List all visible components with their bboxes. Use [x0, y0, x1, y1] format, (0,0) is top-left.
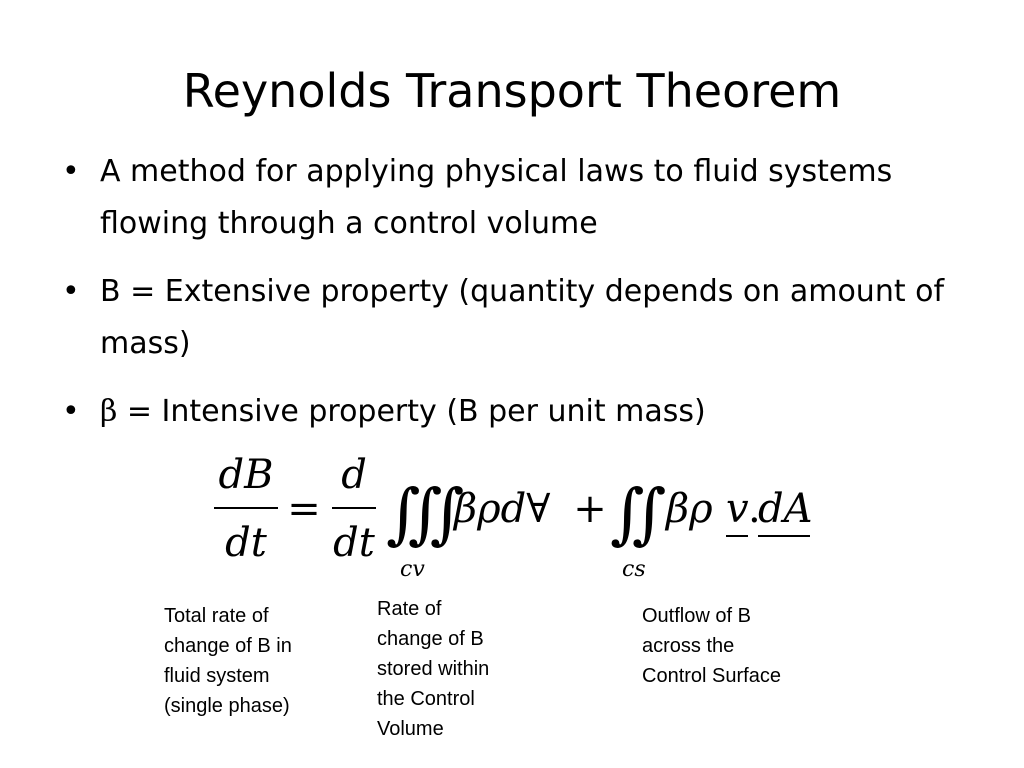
bullet-item: [62, 146, 962, 250]
annotation-line: (single phase): [164, 695, 290, 717]
slide-title: Reynolds Transport Theorem: [182, 64, 842, 118]
surface-integrand: βρ: [666, 486, 713, 532]
bullet-text: A method for applying physical laws to fluid systems flowing through a control volume: [100, 154, 893, 241]
annotation-line: stored within: [377, 658, 490, 680]
bullet-text: = Intensive property (B per unit mass): [117, 394, 706, 429]
volume-integrand: βρd∀: [454, 486, 551, 532]
lhs-denominator: dt: [225, 520, 267, 566]
velocity-vector: v: [726, 486, 749, 532]
rhs-numerator: d: [341, 452, 367, 498]
annotation-line: Volume: [377, 718, 444, 740]
annotation-line: Total rate of: [164, 605, 269, 627]
bullet-item: [62, 386, 962, 438]
lhs-numerator: dB: [218, 452, 274, 498]
annotation-line: Control Surface: [642, 665, 781, 687]
dot-product: .: [748, 486, 761, 532]
annotation-stored-rate: [377, 594, 489, 744]
bullet-marker: •: [62, 394, 80, 429]
plus-sign: +: [573, 486, 607, 532]
bullet-item: [62, 266, 962, 370]
annotation-line: change of B: [377, 628, 484, 650]
area-vector: dA: [758, 486, 813, 532]
rhs-denominator: dt: [333, 520, 375, 566]
annotation-line: Outflow of B: [642, 605, 751, 627]
bullet-marker: •: [62, 154, 80, 189]
annotation-line: Rate of: [377, 598, 442, 620]
triple-integral-sign: ∭: [386, 475, 465, 552]
bullet-text: B = Extensive property (quantity depends on amount of mass): [100, 274, 945, 361]
annotation-line: the Control: [377, 688, 475, 710]
beta-symbol: β: [100, 394, 118, 429]
bullet-marker: •: [62, 274, 80, 309]
annotation-total-rate: [164, 601, 292, 721]
annotation-line: change of B in: [164, 635, 292, 657]
bullet-list: [62, 146, 962, 454]
annotation-line: fluid system: [164, 665, 270, 687]
equals-sign: =: [287, 486, 321, 532]
annotation-outflow: [642, 601, 781, 691]
cs-subscript: cs: [622, 557, 646, 582]
double-integral-sign: ∬: [610, 475, 667, 552]
annotation-line: across the: [642, 635, 735, 657]
reynolds-equation: [200, 448, 840, 586]
cv-subscript: cv: [400, 557, 425, 582]
